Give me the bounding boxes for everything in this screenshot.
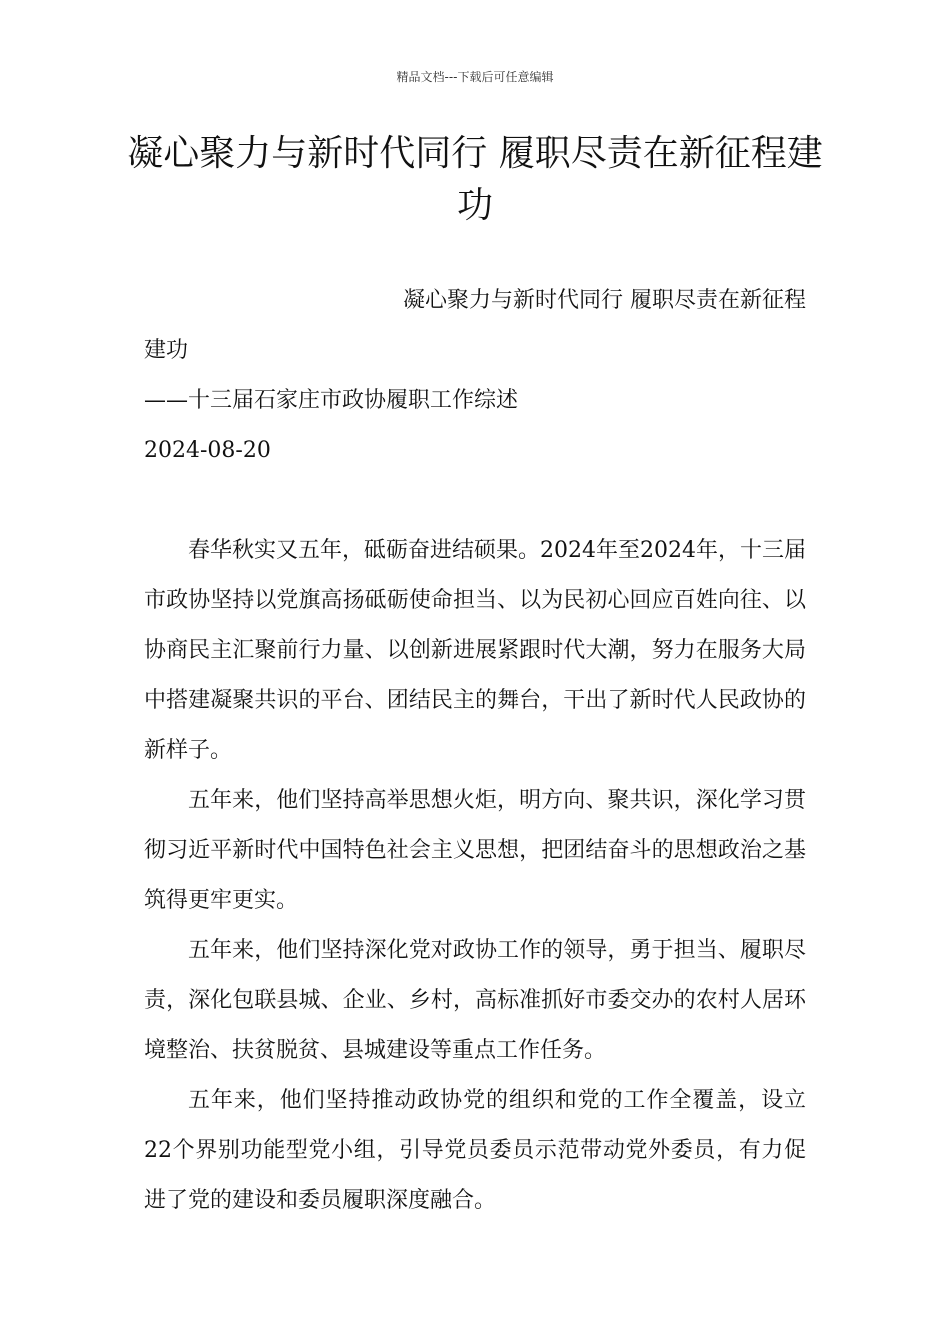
subtitle-block <box>144 276 806 476</box>
paragraph-3: 五年来，他们坚持深化党对政协工作的领导，勇于担当、履职尽责，深化包联县城、企业、乡村，高标准抓好市委交办的农村人居环境整治、扶贫脱贫、县城建设等重点工作任务。 <box>144 938 806 1063</box>
subtitle-line-1: 凝心聚力与新时代同行 履职尽责在新征程 <box>403 288 806 313</box>
paragraph-4: 五年来，他们坚持推动政协党的组织和党的工作全覆盖，设立22个界别功能型党小组，引导党员委员示范带动党外委员，有力促进了党的建设和委员履职深度融合。 <box>144 1088 806 1213</box>
publish-date: 2024-08-20 <box>144 438 271 463</box>
paragraph-1: 春华秋实又五年，砥砺奋进结硕果。2024年至2024年，十三届市政协坚持以党旗高扬砥砺使命担当、以为民初心回应百姓向往、以协商民主汇聚前行力量、以创新进展紧跟时代大潮，努力在服务大局中搭建凝聚共识的平台、团结民主的舞台，干出了新时代人民政协的新样子。 <box>144 538 806 763</box>
header-note: 精品文档---下载后可任意编辑 <box>396 70 554 84</box>
paragraph-2: 五年来，他们坚持高举思想火炬，明方向、聚共识，深化学习贯彻习近平新时代中国特色社会主义思想，把团结奋斗的思想政治之基筑得更牢更实。 <box>144 788 806 913</box>
page-title: 凝心聚力与新时代同行 履职尽责在新征程建功 <box>127 133 823 226</box>
subtitle-line-2: 建功 <box>144 338 189 363</box>
subheading: ——十三届石家庄市政协履职工作综述 <box>144 388 519 413</box>
